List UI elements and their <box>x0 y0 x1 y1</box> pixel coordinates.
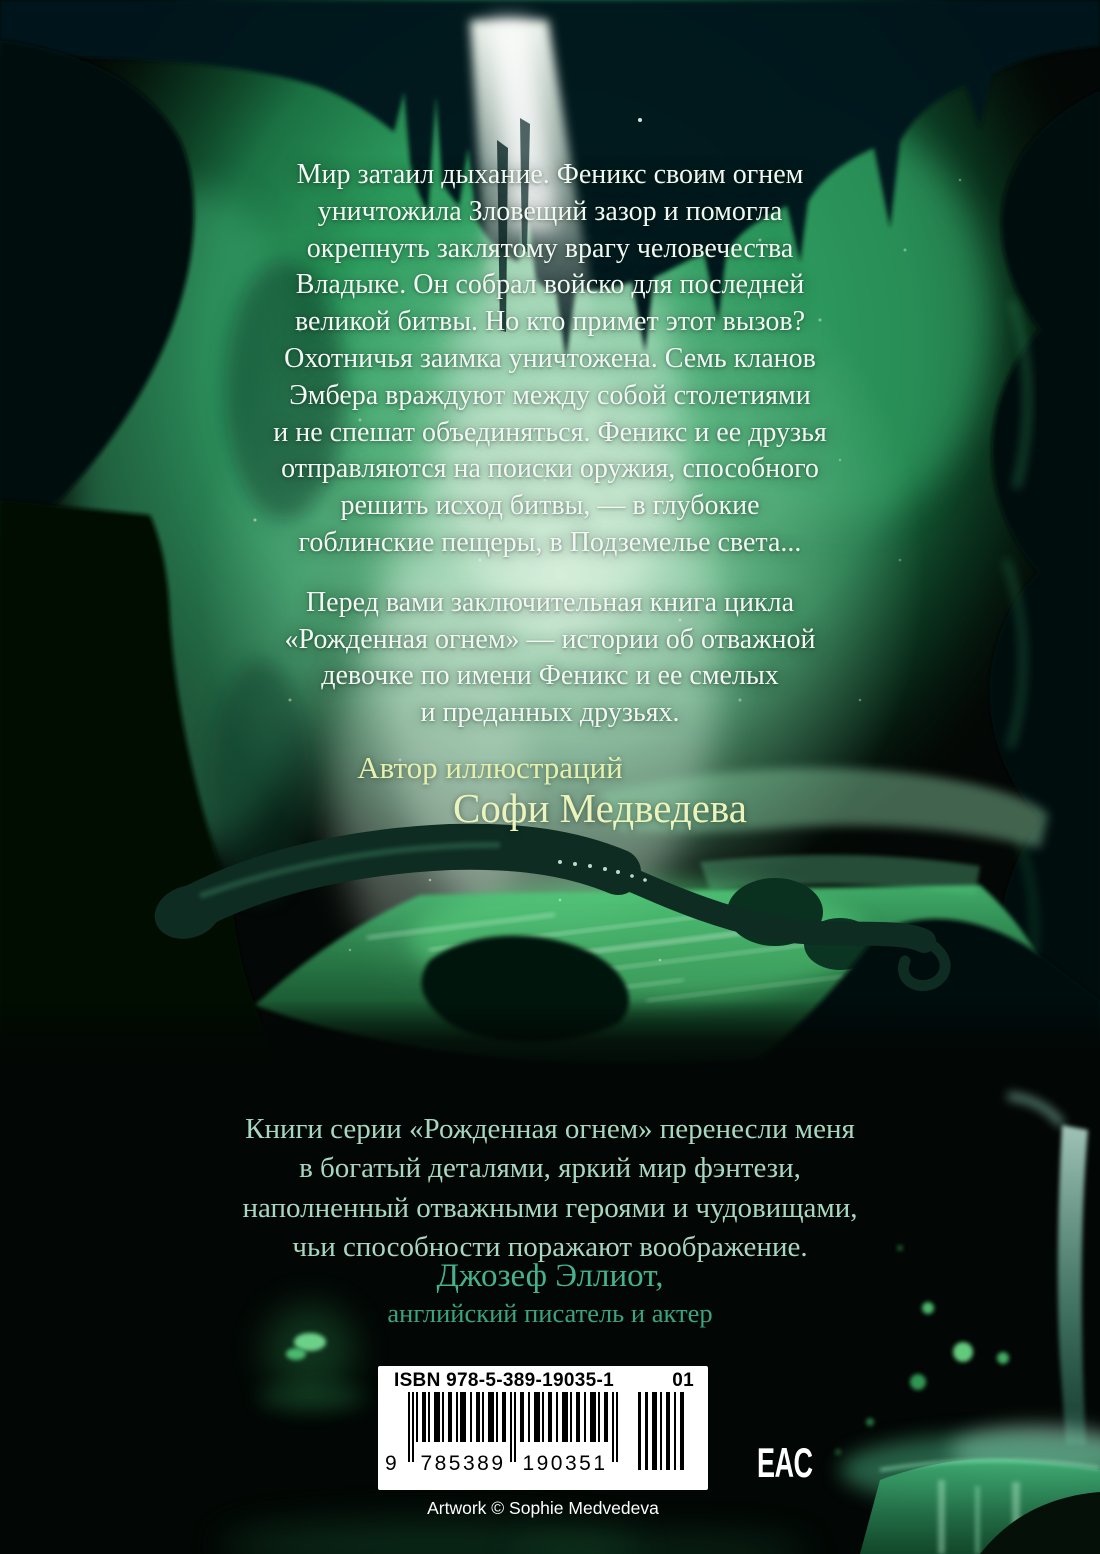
illustrator-name: Софи Медведева <box>453 785 747 831</box>
review-quote <box>0 1110 1100 1268</box>
ean-digits-right: 190351 <box>518 1452 612 1476</box>
addon-bars <box>638 1392 684 1470</box>
synopsis-line: решить исход битвы, — в глубокие <box>340 490 760 522</box>
quote-author: Джозеф Эллиот, <box>436 1258 664 1294</box>
series-note-line: и преданных друзьях. <box>420 696 680 728</box>
quote-line: в богатый деталями, яркий мир фэнтези, <box>299 1152 801 1185</box>
series-note-line: девочке по имени Феникс и ее смелых <box>321 660 779 691</box>
quote-line: чьи способности поражают воображение. <box>292 1231 808 1264</box>
series-note-line: Перед вами заключительная книга цикла <box>305 587 795 618</box>
barcode-addon-code: 01 <box>672 1370 694 1391</box>
synopsis <box>0 157 1100 562</box>
eac-mark: EAC <box>757 1440 813 1487</box>
illustrator-label: Автор иллюстраций <box>357 750 623 785</box>
artwork-credit: Artwork © Sophie Medvedeva <box>427 1498 659 1518</box>
synopsis-line: окрепнуть заклятому врагу человечества <box>306 232 794 264</box>
synopsis-line: Эмбера враждуют между собой столетиями <box>289 379 811 411</box>
synopsis-line: великой битвы. Но кто примет этот вызов? <box>294 306 806 338</box>
ean-digit-lead: 9 <box>385 1452 397 1475</box>
series-note <box>0 585 1100 731</box>
synopsis-line: гоблинские пещеры, в Подземелье света... <box>298 526 802 558</box>
synopsis-line: и не спешат объединяться. Феникс и ее друзья <box>273 416 827 448</box>
synopsis-line: отправляются на поиски оружия, способного <box>281 453 819 485</box>
synopsis-line: Охотничья заимка уничтожена. Семь кланов <box>284 342 816 374</box>
ean-digits-left: 785389 <box>418 1452 508 1476</box>
isbn-label: ISBN 978-5-389-19035-1 <box>394 1370 614 1391</box>
barcode <box>378 1366 708 1490</box>
synopsis-line: уничтожила Зловещий зазор и помогла <box>317 195 783 227</box>
quote-line: наполненный отважными героями и чудовищами, <box>242 1191 858 1224</box>
quote-line: Книги серии «Рожденная огнем» перенесли меня <box>245 1113 855 1145</box>
synopsis-line: Мир затаил дыхание. Феникс своим огнем <box>296 159 804 190</box>
isbn-row <box>394 1370 694 1392</box>
series-note-line: «Рожденная огнем» — истории об отважной <box>284 623 816 655</box>
synopsis-line: Владыке. Он собрал войско для последней <box>295 269 805 301</box>
quote-author-role: английский писатель и актер <box>387 1298 713 1328</box>
